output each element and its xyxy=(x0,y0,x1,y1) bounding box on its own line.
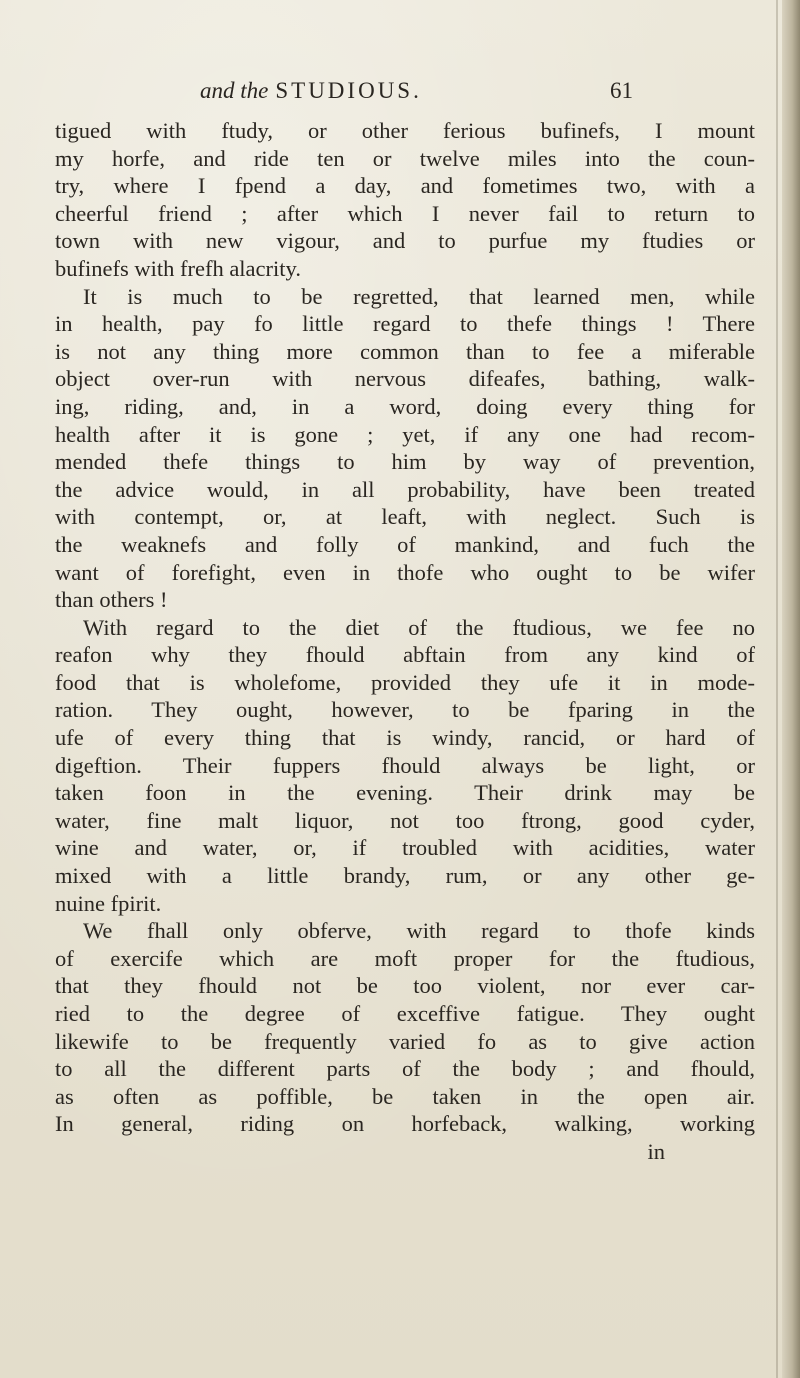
text-line: digeftion. Their fuppers fhould always be light, or xyxy=(55,752,755,778)
text-line: taken foon in the evening. Their drink may be xyxy=(55,780,755,806)
text-line: tigued with ftudy, or other ferious bufinefs, I mount xyxy=(55,118,755,143)
text-line: try, where I fpend a day, and fometimes two, with a xyxy=(55,173,755,199)
gutter-shadow-line xyxy=(776,0,778,1378)
text-line: than others ! xyxy=(55,587,168,613)
text-line: water, fine malt liquor, not too ftrong, good cyder, xyxy=(55,807,755,833)
text-line: as often as poffible, be taken in the open air. xyxy=(55,1083,755,1109)
text-line: cheerful friend ; after which I never fail to return to xyxy=(55,200,755,226)
text-line: want of forefight, even in thofe who ought to be wifer xyxy=(55,559,755,585)
text-line: is not any thing more common than to fee a miferable xyxy=(55,338,755,364)
text-line: In general, riding on horfeback, walking, working xyxy=(55,1111,755,1137)
text-line: ried to the degree of exceffive fatigue. They ought xyxy=(55,1001,755,1026)
text-line: object over-run with nervous difeafes, bathing, walk- xyxy=(55,366,755,392)
text-line: bufinefs with frefh alacrity. xyxy=(55,255,301,281)
text-line: in health, pay fo little regard to thefe things ! There xyxy=(55,311,755,337)
text-line: that they fhould not be too violent, nor ever car- xyxy=(55,973,755,999)
text-line: food that is wholefome, provided they ufe it in mode- xyxy=(55,669,755,695)
text-line: reafon why they fhould abftain from any kind of xyxy=(55,642,755,668)
text-line: wine and water, or, if troubled with acidities, water xyxy=(55,835,755,861)
text-line: ing, riding, and, in a word, doing every thing for xyxy=(55,393,755,419)
text-line: It is much to be regretted, that learned men, while xyxy=(83,283,755,309)
text-line: With regard to the diet of the ftudious, we fee no xyxy=(83,614,755,640)
text-line: the weaknefs and folly of mankind, and fuch the xyxy=(55,531,755,557)
text-line: likewife to be frequently varied fo as to give action xyxy=(55,1028,755,1054)
catchword: in xyxy=(647,1138,665,1164)
text-line: mended thefe things to him by way of prevention, xyxy=(55,449,755,475)
text-line: of exercife which are moft proper for the ftudious, xyxy=(55,945,755,971)
text-line: ufe of every thing that is windy, rancid, or hard of xyxy=(55,725,755,751)
running-header xyxy=(200,78,640,114)
page-number: 61 xyxy=(610,78,633,103)
text-line: nuine fpirit. xyxy=(55,890,162,916)
page-gutter xyxy=(782,0,800,1378)
text-line: with contempt, or, at leaft, with neglect. Such is xyxy=(55,504,755,530)
running-header-caps: STUDIOUS. xyxy=(275,78,422,103)
body-text xyxy=(55,117,755,1166)
text-line: health after it is gone ; yet, if any one had recom- xyxy=(55,421,755,447)
text-line: my horfe, and ride ten or twelve miles into the coun- xyxy=(55,145,755,171)
text-line: ration. They ought, however, to be fparing in the xyxy=(55,697,755,723)
text-line: the advice would, in all probability, have been treated xyxy=(55,476,755,502)
text-line: mixed with a little brandy, rum, or any other ge- xyxy=(55,863,755,889)
text-line: to all the different parts of the body ; and fhould, xyxy=(55,1056,755,1082)
text-line: town with new vigour, and to purfue my ftudies or xyxy=(55,228,755,254)
running-header-italic: and the xyxy=(200,78,269,103)
text-line: We fhall only obferve, with regard to thofe kinds xyxy=(83,918,755,944)
